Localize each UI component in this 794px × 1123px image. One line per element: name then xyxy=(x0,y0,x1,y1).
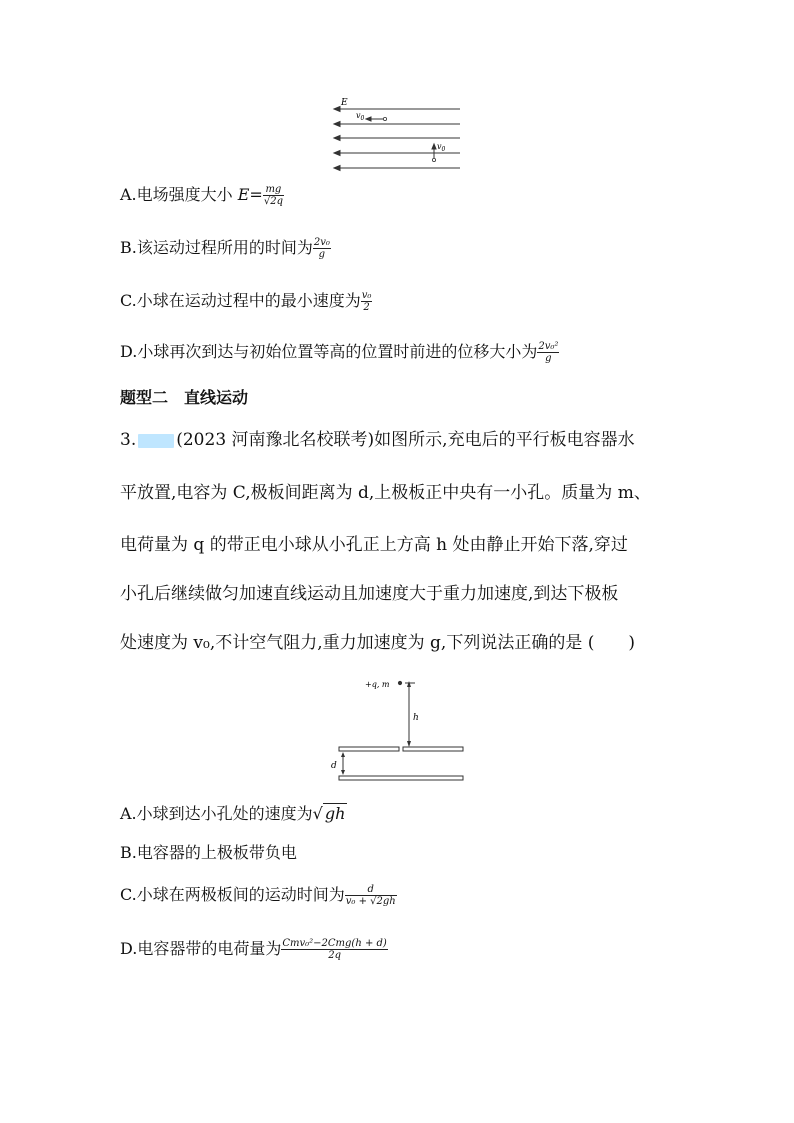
label-h: h xyxy=(413,713,419,723)
q3-option-a xyxy=(120,804,347,824)
figure-electric-field xyxy=(330,94,465,174)
q2-option-b xyxy=(120,237,331,260)
q2-a-fraction: $\frac{mg}{√2q}$ xyxy=(263,184,283,207)
q3-line-4: 小孔后继续做匀加速直线运动且加速度大于重力加速度,到达下极板 xyxy=(120,584,619,604)
q2-d-text: D.小球再次到达与初始位置等高的位置时前进的位移大小为 xyxy=(120,342,538,361)
q2-d-fraction: $\frac{\text{2v₀²}}{g}$ xyxy=(538,341,559,364)
q2-b-fraction: $\frac{\text{2v₀}}{g}$ xyxy=(313,237,330,260)
q3-line-2: 平放置,电容为 C,极板间距离为 d,上极板正中央有一小孔。质量为 m、 xyxy=(120,483,651,503)
q3-line-1 xyxy=(120,430,635,450)
q2-a-text: A.电场强度大小 xyxy=(120,185,238,204)
top-plate-left xyxy=(339,747,399,751)
q3-option-b: B.电容器的上极板带负电 xyxy=(120,843,297,862)
q3-d-fraction: $\frac{\text{Cmv₀²−2Cmg(h + d)}}{2q}$ xyxy=(282,938,387,961)
question-tag-badge xyxy=(138,434,174,448)
q3-line-3: 电荷量为 q 的带正电小球从小孔正上方高 h 处由静止开始下落,穿过 xyxy=(120,535,628,555)
label-v0-bottom: $v_0$ xyxy=(437,142,446,153)
q2-a-var: E xyxy=(237,185,250,204)
q3-d-text: D.电容器带的电荷量为 xyxy=(120,939,282,958)
q3-c-fraction: $\frac{d}{\text{v₀ + √2gh}}$ xyxy=(345,884,396,907)
q3-number: 3. xyxy=(120,430,137,450)
q3-source: (2023 河南豫北名校联考) xyxy=(176,430,375,450)
label-qm: +q, m xyxy=(365,680,390,689)
figure-capacitor xyxy=(325,672,470,787)
q2-b-text: B.该运动过程所用的时间为 xyxy=(120,238,313,257)
section-title: 题型二 直线运动 xyxy=(120,388,249,407)
q3-a-text: A.小球到达小孔处的速度为 xyxy=(120,804,313,823)
q2-option-c xyxy=(120,290,372,313)
label-d: d xyxy=(331,761,337,771)
ball-top xyxy=(383,117,386,120)
q3-a-sqrt: √ gh xyxy=(312,804,346,823)
bottom-plate xyxy=(339,776,463,780)
q2-c-fraction: $\frac{\text{v₀}}{2}$ xyxy=(361,290,372,313)
ball-bottom xyxy=(432,158,435,161)
q3-line-5: 处速度为 v₀,不计空气阻力,重力加速度为 g,下列说法正确的是 ( ) xyxy=(120,633,635,653)
label-v0-top: $v_0$ xyxy=(356,111,365,122)
q2-option-d xyxy=(120,341,559,364)
q3-option-c xyxy=(120,884,397,907)
q3-option-d xyxy=(120,938,388,961)
top-plate-right xyxy=(403,747,463,751)
ball-marker xyxy=(398,681,401,684)
q3-line1-text: 如图所示,充电后的平行板电容器水 xyxy=(374,430,635,450)
q3-c-text: C.小球在两极板间的运动时间为 xyxy=(120,885,345,904)
q2-a-eq: = xyxy=(249,185,263,204)
label-E: E xyxy=(341,98,348,108)
q2-c-text: C.小球在运动过程中的最小速度为 xyxy=(120,291,361,310)
q2-option-a xyxy=(120,184,284,207)
